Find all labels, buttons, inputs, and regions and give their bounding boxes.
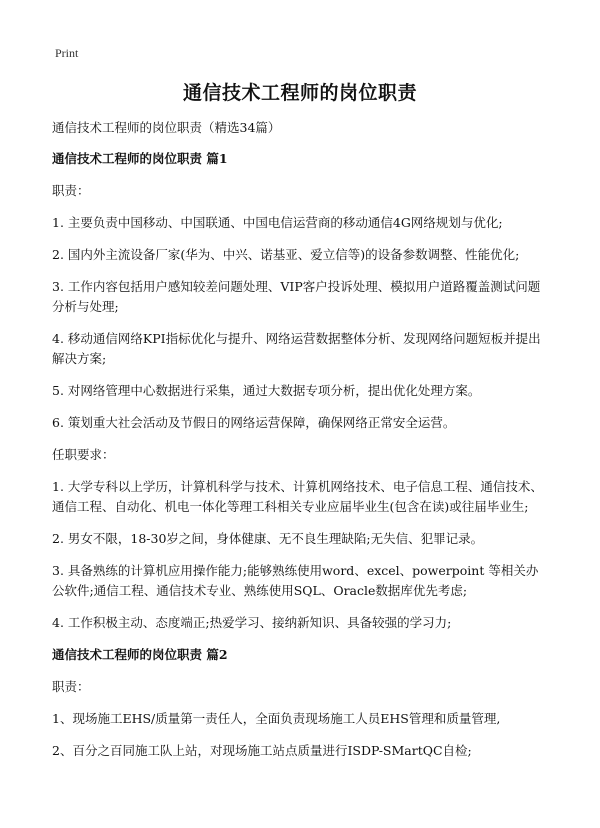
duties-label: 职责： [52, 679, 90, 694]
document-title: 通信技术工程师的岗位职责 [182, 82, 417, 104]
list-item: 4. 移动通信网络KPI指标优化与提升、网络运营数据整体分析、发现网络问题短板并提出解决方案; [52, 331, 541, 366]
list-item: 2. 男女不限，18-30岁之间，身体健康、无不良生理缺陷;无失信、犯罪记录。 [52, 531, 484, 546]
section-heading: 通信技术工程师的岗位职责 篇2 [52, 647, 228, 662]
list-item: 2. 国内外主流设备厂家(华为、中兴、诺基亚、爱立信等)的设备参数调整、性能优化; [52, 247, 520, 262]
list-item: 1. 大学专科以上学历，计算机科学与技术、计算机网络技术、电子信息工程、通信技术、通信工程、自动化、机电一体化等理工科相关专业应届毕业生(包含在读)或往届毕业生; [52, 479, 543, 514]
list-item: 3. 工作内容包括用户感知较差问题处理、VIP客户投诉处理、模拟用户道路覆盖测试问题分析与处理; [52, 279, 541, 314]
requirements-label: 任职要求： [52, 447, 115, 462]
list-item: 2、百分之百同施工队上站，对现场施工站点质量进行ISDP-SMartQC自检; [52, 743, 472, 758]
list-item: 6. 策划重大社会活动及节假日的网络运营保障，确保网络正常安全运营。 [52, 415, 456, 430]
list-item: 1. 主要负责中国移动、中国联通、中国电信运营商的移动通信4G网络规划与优化; [52, 215, 503, 230]
print-link[interactable]: Print [55, 46, 79, 60]
duties-label: 职责： [52, 183, 90, 198]
list-item: 5. 对网络管理中心数据进行采集，通过大数据专项分析，提出优化处理方案。 [52, 383, 481, 398]
list-item: 4. 工作积极主动、态度端正;热爱学习、接纳新知识、具备较强的学习力; [52, 615, 452, 630]
list-item: 1、现场施工EHS/质量第一责任人，全面负责现场施工人员EHS管理和质量管理, [52, 711, 501, 726]
document-subtitle: 通信技术工程师的岗位职责（精选34篇） [52, 120, 281, 135]
document-body [52, 118, 550, 773]
list-item: 3. 具备熟练的计算机应用操作能力;能够熟练使用word、excel、powerpoint 等相关办公软件;通信工程、通信技术专业、熟练使用SQL、Oracle数据库优先考虑; [52, 563, 539, 598]
section-heading: 通信技术工程师的岗位职责 篇1 [52, 151, 228, 166]
